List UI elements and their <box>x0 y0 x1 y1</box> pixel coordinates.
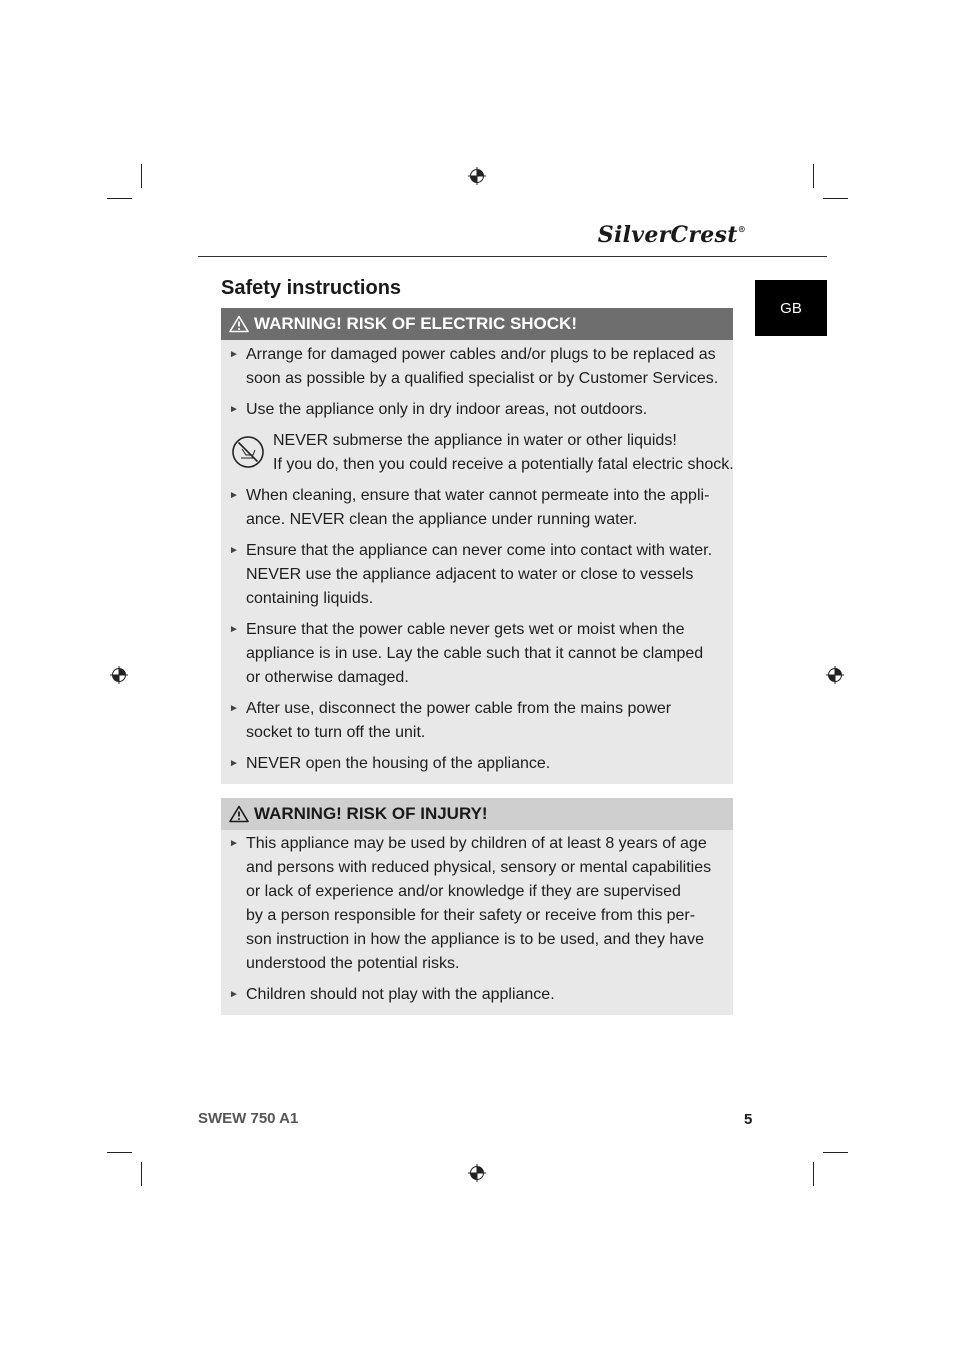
crop-mark <box>813 1162 814 1186</box>
list-item <box>221 343 733 391</box>
injury-warning-box <box>221 798 733 1015</box>
section-title: Safety instructions <box>221 277 402 299</box>
registration-mark-icon <box>110 666 128 684</box>
list-item <box>221 484 733 532</box>
note-line: If you do, then you could receive a potentially fatal electric shock. <box>273 456 734 473</box>
item-line: understood the potential risks. <box>246 955 460 972</box>
warning-triangle-icon <box>229 805 249 823</box>
electric-warning-list <box>221 340 733 776</box>
injury-warning-heading <box>221 798 733 830</box>
item-line: containing liquids. <box>246 590 374 607</box>
item-line: Use the appliance only in dry indoor areas, not outdoors. <box>246 401 648 418</box>
registration-mark-icon <box>468 167 486 185</box>
bullet-icon: ► <box>229 989 239 1000</box>
item-line: appliance is in use. Lay the cable such that it cannot be clamped <box>246 645 704 662</box>
crop-mark <box>141 1162 142 1186</box>
no-submerse-icon <box>231 435 265 469</box>
bullet-icon: ► <box>229 703 239 714</box>
warning-heading-text: WARNING! RISK OF ELECTRIC SHOCK! <box>254 314 577 333</box>
list-item <box>221 752 733 776</box>
item-line: by a person responsible for their safety or receive from this per- <box>246 907 696 924</box>
item-line: When cleaning, ensure that water cannot permeate into the appli- <box>246 487 710 504</box>
item-line: soon as possible by a qualified specialist or by Customer Services. <box>246 370 719 387</box>
injury-warning-list <box>221 830 733 1007</box>
item-line: Ensure that the appliance can never come into contact with water. <box>246 542 713 559</box>
page-number: 5 <box>744 1111 753 1128</box>
header-rule <box>198 256 827 257</box>
bullet-icon: ► <box>229 490 239 501</box>
registered-mark: ® <box>737 224 746 234</box>
bullet-icon: ► <box>229 624 239 635</box>
bullet-icon: ► <box>229 838 239 849</box>
item-line: son instruction in how the appliance is to be used, and they have <box>246 931 705 948</box>
list-item <box>221 398 733 422</box>
language-tab <box>755 280 827 336</box>
warning-heading-text: WARNING! RISK OF INJURY! <box>254 804 488 823</box>
item-line: Ensure that the power cable never gets wet or moist when the <box>246 621 685 638</box>
brand-logo <box>598 222 746 248</box>
list-item <box>221 697 733 745</box>
brand-logo-text: SilverCrest <box>597 222 738 248</box>
electric-shock-warning-heading <box>221 308 733 340</box>
item-line: or otherwise damaged. <box>246 669 409 686</box>
crop-mark <box>107 198 132 199</box>
crop-mark <box>141 164 142 188</box>
electric-shock-warning-box <box>221 308 733 784</box>
crop-mark <box>823 198 848 199</box>
item-line: NEVER open the housing of the appliance. <box>246 755 551 772</box>
item-line: NEVER use the appliance adjacent to water or close to vessels <box>246 566 694 583</box>
warning-triangle-icon <box>229 315 249 333</box>
registration-mark-icon <box>826 666 844 684</box>
bullet-icon: ► <box>229 404 239 415</box>
registration-mark-icon <box>468 1164 486 1182</box>
note-line: NEVER submerse the appliance in water or other liquids! <box>273 432 677 449</box>
crop-mark <box>823 1152 848 1153</box>
item-line: Arrange for damaged power cables and/or plugs to be replaced as <box>246 346 716 363</box>
item-line: socket to turn off the unit. <box>246 724 426 741</box>
list-item <box>221 618 733 690</box>
language-tab-label: GB <box>780 299 802 317</box>
bullet-icon: ► <box>229 545 239 556</box>
item-line: This appliance may be used by children of at least 8 years of age <box>246 835 707 852</box>
item-line: ance. NEVER clean the appliance under running water. <box>246 511 638 528</box>
crop-mark <box>813 164 814 188</box>
item-line: and persons with reduced physical, sensory or mental capabilities <box>246 859 712 876</box>
list-item <box>221 832 733 976</box>
bullet-icon: ► <box>229 758 239 769</box>
item-line: Children should not play with the appliance. <box>246 986 555 1003</box>
bullet-icon: ► <box>229 349 239 360</box>
list-item <box>221 983 733 1007</box>
item-line: or lack of experience and/or knowledge if they are supervised <box>246 883 681 900</box>
footer-model-number: SWEW 750 A1 <box>198 1110 299 1127</box>
list-item <box>221 539 733 611</box>
submerse-note <box>221 429 733 477</box>
item-line: After use, disconnect the power cable from the mains power <box>246 700 672 717</box>
crop-mark <box>107 1152 132 1153</box>
